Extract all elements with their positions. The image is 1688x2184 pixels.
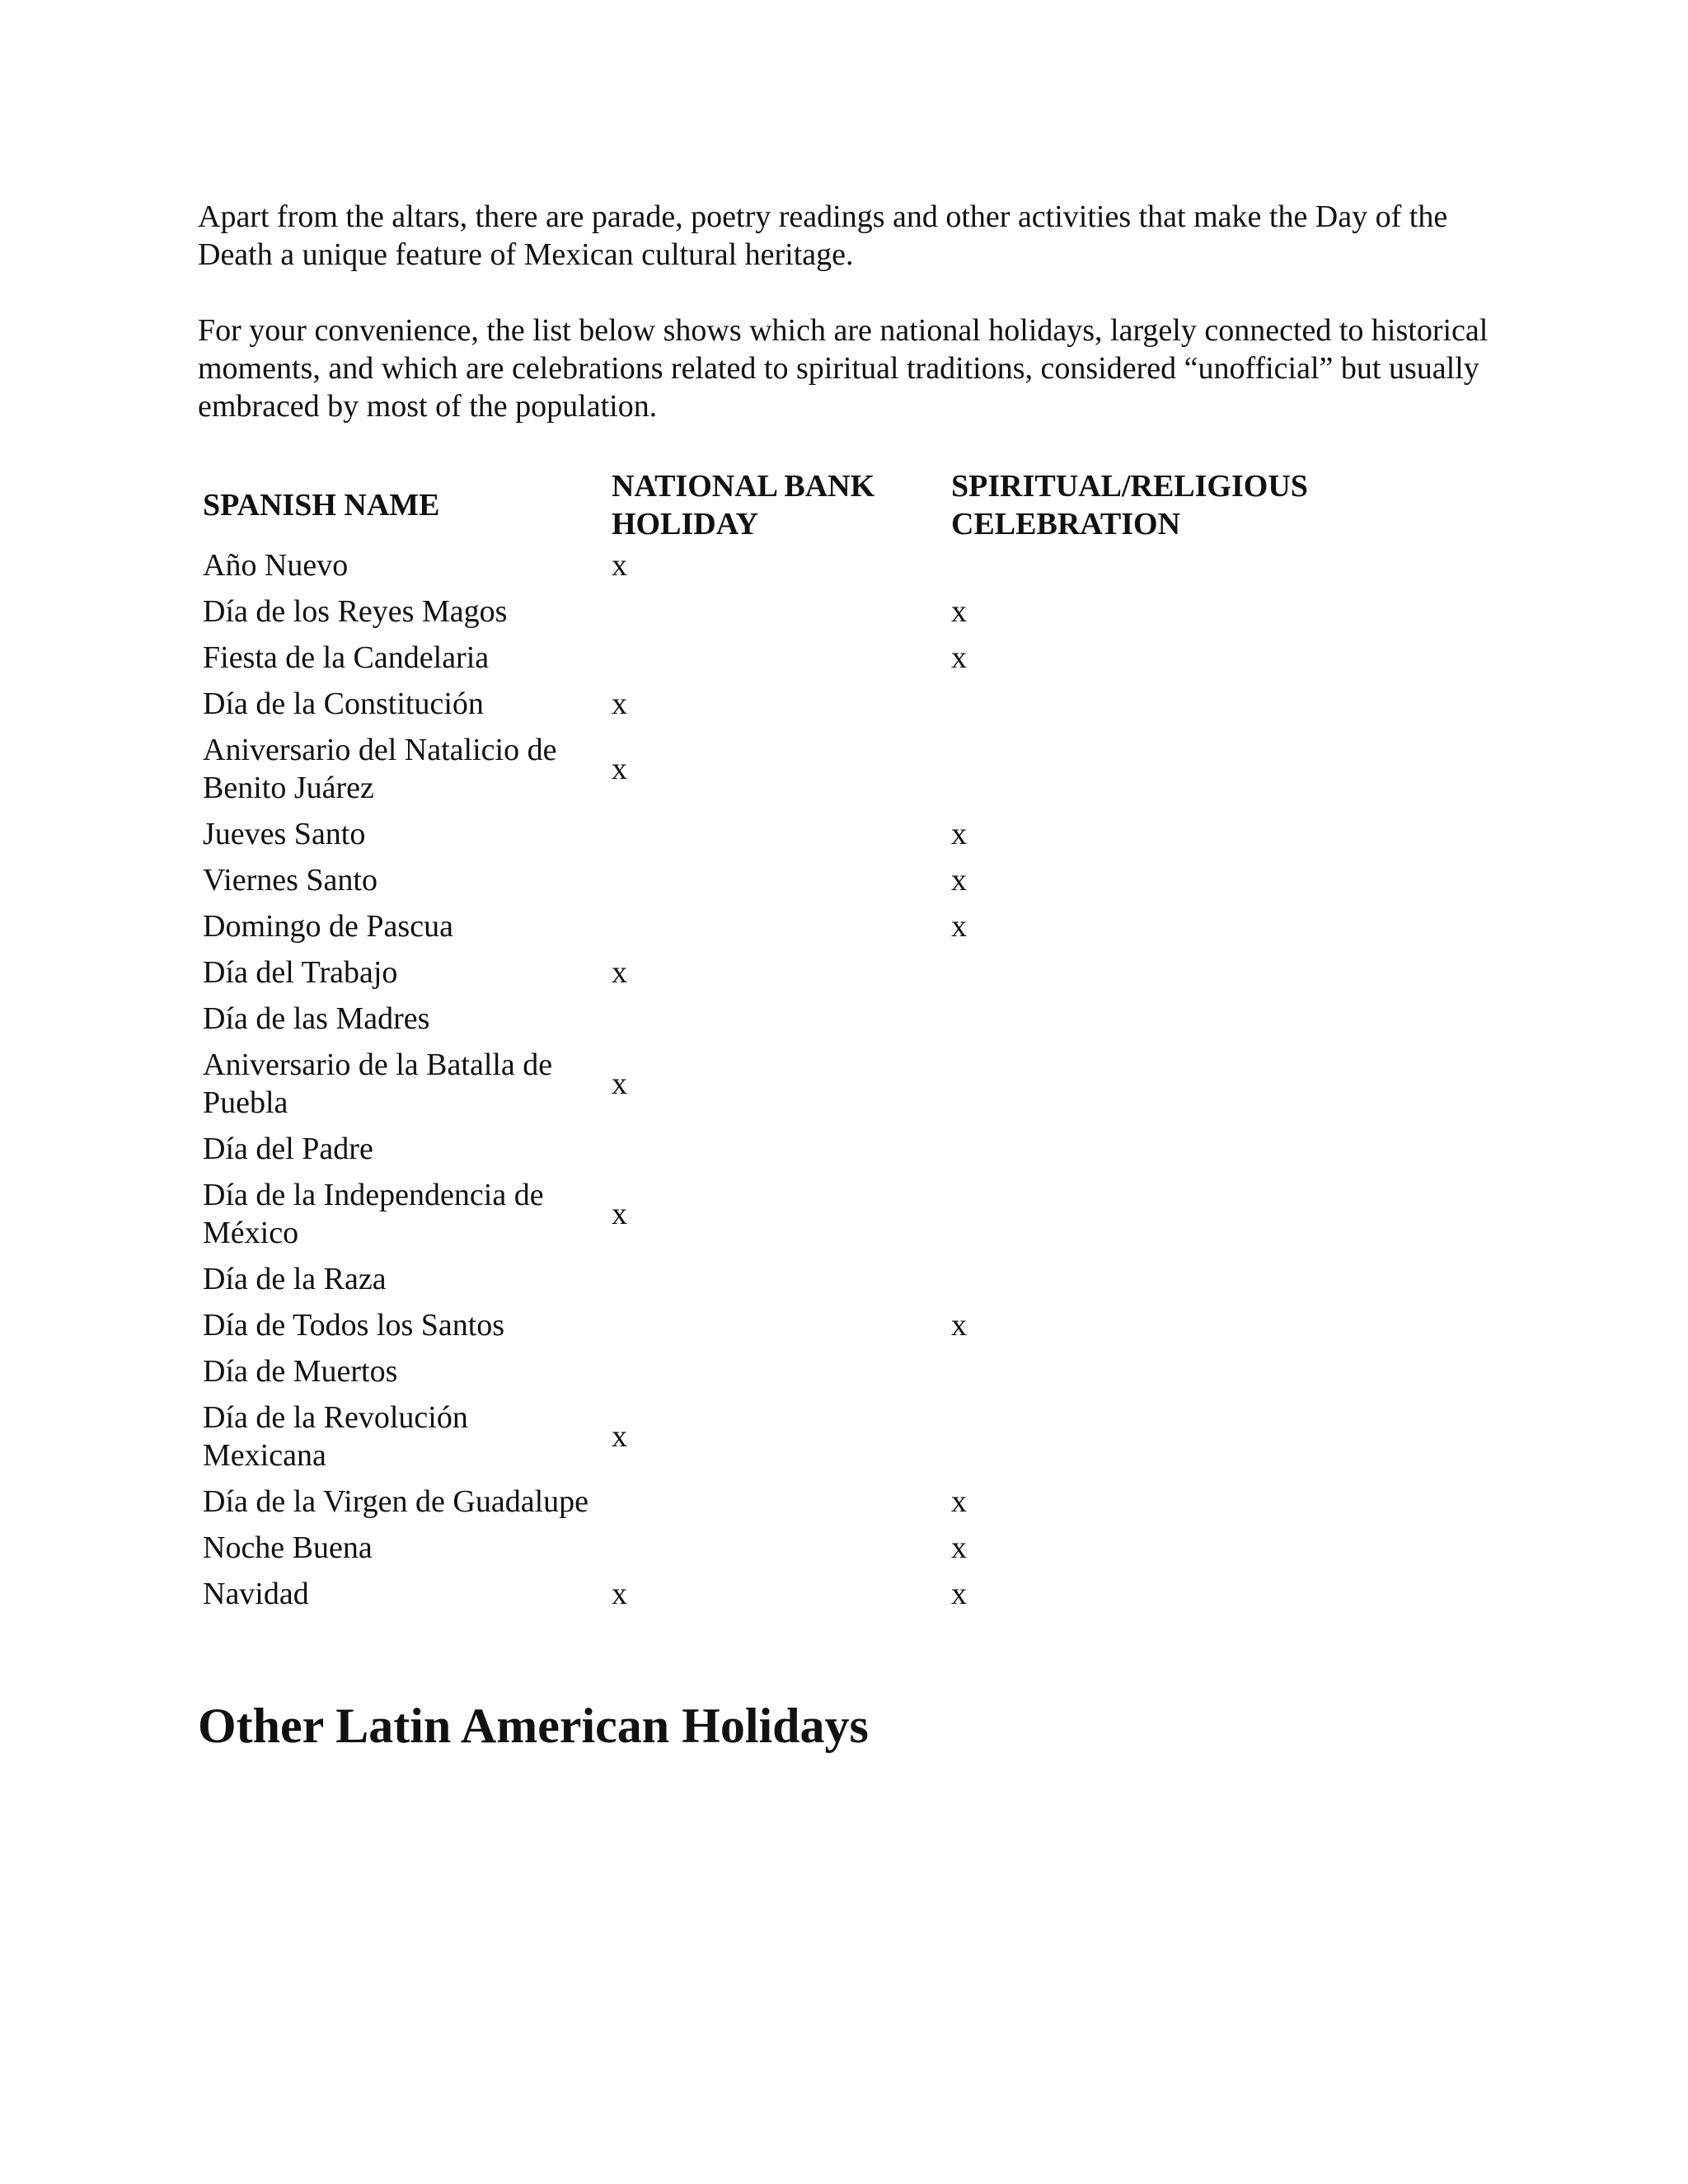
- spiritual-celebration-mark: x: [951, 1484, 967, 1519]
- table-row: [203, 681, 1439, 727]
- table-row: [203, 949, 1439, 996]
- national-holiday-mark: x: [612, 1197, 627, 1231]
- holiday-name-cell: Noche Buena: [203, 1530, 373, 1565]
- spiritual-celebration-mark: x: [951, 640, 967, 675]
- table-row: [203, 996, 1439, 1042]
- spiritual-celebration-mark: x: [951, 909, 967, 944]
- holiday-name-cell: Navidad: [203, 1577, 309, 1611]
- national-holiday-mark: x: [612, 548, 627, 583]
- holiday-name-cell: Año Nuevo: [203, 548, 349, 583]
- table-row: [203, 1571, 1439, 1617]
- holiday-name-cell: Día de las Madres: [203, 1001, 430, 1036]
- spiritual-celebration-mark: x: [951, 863, 967, 898]
- header-spanish-name: SPANISH NAME: [203, 488, 440, 523]
- table-row: [203, 1302, 1439, 1348]
- holiday-name-cell: Día de la Constitución: [203, 687, 484, 721]
- table-row: [203, 1479, 1439, 1525]
- national-holiday-mark: x: [612, 687, 627, 721]
- intro-paragraph: Apart from the altars, there are parade, poetry readings and other activities that make the Day of the Death a unique feature of Mexican cultural heritage.: [198, 199, 1448, 272]
- holiday-name-cell: Aniversario del Natalicio de Benito Juárez: [203, 733, 557, 805]
- section-heading: Other Latin American Holidays: [198, 1699, 869, 1753]
- holiday-name-cell: Jueves Santo: [203, 817, 366, 851]
- national-holiday-mark: x: [612, 1066, 627, 1101]
- table-row: [203, 542, 1439, 588]
- holiday-name-cell: Día del Trabajo: [203, 955, 398, 990]
- holiday-name-cell: Día de Muertos: [203, 1354, 398, 1389]
- spiritual-celebration-mark: x: [951, 1577, 967, 1611]
- header-national-bank-holiday: NATIONAL BANK HOLIDAY: [612, 469, 875, 541]
- holiday-name-cell: Viernes Santo: [203, 863, 377, 898]
- table-row: [203, 635, 1439, 681]
- table-body: [203, 542, 1439, 1617]
- holiday-name-cell: Día de la Independencia de México: [203, 1178, 544, 1250]
- spiritual-celebration-mark: x: [951, 1308, 967, 1343]
- table-row: [203, 1126, 1439, 1172]
- holiday-name-cell: Día de la Virgen de Guadalupe: [203, 1484, 588, 1519]
- table-row: [203, 903, 1439, 949]
- holiday-name-cell: Día del Padre: [203, 1132, 373, 1166]
- table-row: [203, 1348, 1439, 1394]
- table-header: [203, 468, 1439, 542]
- national-holiday-mark: x: [612, 1577, 627, 1611]
- table-row: [203, 727, 1439, 811]
- table-row: [203, 1042, 1439, 1126]
- table-row: [203, 588, 1439, 635]
- spiritual-celebration-mark: x: [951, 594, 967, 629]
- table-row: [203, 811, 1439, 857]
- national-holiday-mark: x: [612, 752, 627, 786]
- holiday-table: [203, 468, 1439, 1617]
- table-row: [203, 1394, 1439, 1479]
- holiday-name-cell: Aniversario de la Batalla de Puebla: [203, 1047, 553, 1120]
- table-row: [203, 857, 1439, 903]
- table-row: [203, 1256, 1439, 1302]
- holiday-name-cell: Fiesta de la Candelaria: [203, 640, 490, 675]
- spiritual-celebration-mark: x: [951, 1530, 967, 1565]
- holiday-name-cell: Día de la Revolución Mexicana: [203, 1400, 468, 1473]
- holiday-name-cell: Día de los Reyes Magos: [203, 594, 508, 629]
- national-holiday-mark: x: [612, 1419, 627, 1454]
- convenience-paragraph: For your convenience, the list below shows which are national holidays, largely connected to historical moments, and which are celebrations related to spiritual traditions, considered “unofficial” but usually embraced by most of the population.: [198, 313, 1489, 424]
- header-spiritual-celebration: SPIRITUAL/RELIGIOUS CELEBRATION: [951, 469, 1308, 541]
- table-row: [203, 1172, 1439, 1256]
- holiday-name-cell: Día de Todos los Santos: [203, 1308, 505, 1343]
- spiritual-celebration-mark: x: [951, 817, 967, 851]
- holiday-name-cell: Domingo de Pascua: [203, 909, 453, 944]
- national-holiday-mark: x: [612, 955, 627, 990]
- table-row: [203, 1525, 1439, 1571]
- holiday-name-cell: Día de la Raza: [203, 1262, 387, 1296]
